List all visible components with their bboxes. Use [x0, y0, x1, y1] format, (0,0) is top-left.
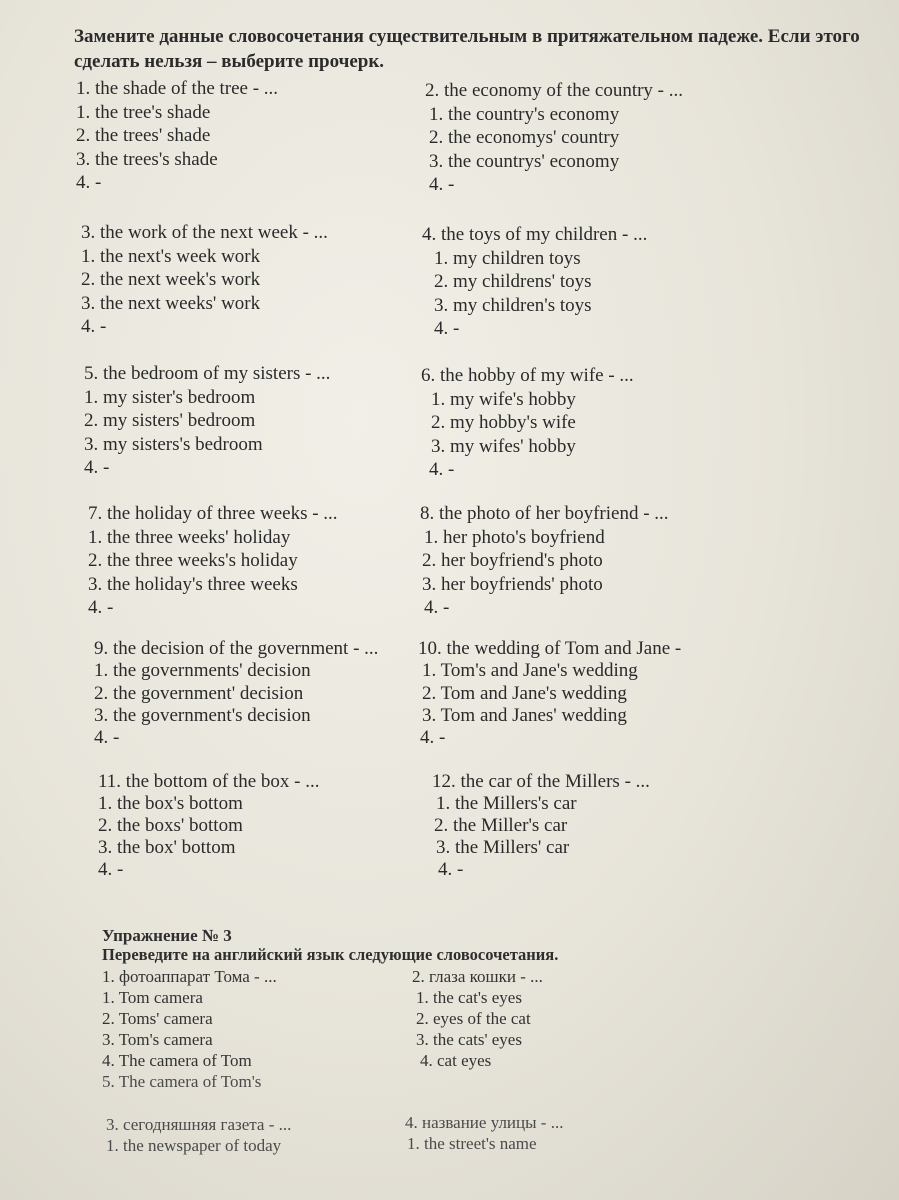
- ex3-question-2: [412, 966, 543, 1071]
- question-8: [420, 502, 669, 620]
- question-prompt: 1. фотоаппарат Тома - ...: [102, 967, 277, 986]
- answer-option: 4. -: [438, 859, 464, 880]
- answer-option: 2. the trees' shade: [76, 125, 211, 146]
- question-prompt: 12. the car of the Millers - ...: [432, 771, 650, 792]
- answer-option: 4. -: [420, 727, 446, 749]
- answer-option: 4. -: [429, 459, 455, 480]
- question-prompt: 3. the work of the next week - ...: [81, 222, 328, 243]
- answer-option: 4. cat eyes: [420, 1051, 492, 1070]
- answer-option: 1. the cat's eyes: [416, 988, 522, 1007]
- question-prompt: 4. the toys of my children - ...: [422, 224, 648, 245]
- answer-option: 1. the box's bottom: [98, 793, 243, 814]
- answer-option: 3. the countrys' economy: [429, 150, 620, 172]
- question-11: [98, 771, 319, 881]
- answer-option: 4. -: [88, 597, 114, 618]
- ex3-question-4: [405, 1112, 563, 1154]
- answer-option: 2. my hobby's wife: [431, 412, 576, 433]
- question-prompt: 8. the photo of her boyfriend - ...: [420, 503, 669, 524]
- question-prompt: 6. the hobby of my wife - ...: [421, 365, 634, 386]
- answer-option: 1. my wife's hobby: [431, 388, 576, 410]
- answer-option: 1. the street's name: [407, 1134, 537, 1153]
- answer-option: 3. the holiday's three weeks: [88, 573, 298, 595]
- question-9: [94, 638, 378, 749]
- answer-option: 1. Tom's and Jane's wedding: [422, 660, 638, 682]
- answer-option: 3. the box' bottom: [98, 837, 236, 858]
- question-4: [422, 223, 647, 341]
- answer-option: 3. the trees's shade: [76, 148, 218, 170]
- answer-option: 3. my wifes' hobby: [431, 435, 576, 457]
- answer-option: 1. my children toys: [434, 247, 581, 269]
- answer-option: 2. eyes of the cat: [416, 1009, 531, 1028]
- question-7: [88, 502, 338, 620]
- question-prompt: 2. глаза кошки - ...: [412, 967, 543, 986]
- question-1: [76, 77, 278, 195]
- answer-option: 2. the three weeks's holiday: [88, 550, 298, 571]
- answer-option: 3. Tom's camera: [102, 1030, 213, 1049]
- question-prompt: 1. the shade of the tree - ...: [76, 78, 279, 99]
- answer-option: 1. the Millers's car: [436, 793, 577, 814]
- answer-option: 3. my children's toys: [434, 294, 592, 316]
- answer-option: 3. the Millers' car: [436, 837, 570, 858]
- question-prompt: 3. сегодняшняя газета - ...: [106, 1115, 292, 1134]
- answer-option: 4. -: [81, 316, 107, 337]
- answer-option: 4. -: [429, 174, 455, 195]
- answer-option: 2. the economys' country: [429, 127, 620, 148]
- question-prompt: 2. the economy of the country - ...: [425, 80, 684, 101]
- answer-option: 2. the boxs' bottom: [98, 815, 243, 836]
- answer-option: 3. the government's decision: [94, 704, 311, 726]
- answer-option: 1. my sister's bedroom: [84, 386, 256, 408]
- answer-option: 1. her photo's boyfriend: [424, 526, 605, 548]
- exercise3-instruction: Переведите на английский язык следующие словосочетания.: [102, 945, 559, 964]
- answer-option: 3. the cats' eyes: [416, 1030, 522, 1049]
- question-prompt: 5. the bedroom of my sisters - ...: [84, 363, 331, 384]
- answer-option: 2. her boyfriend's photo: [422, 550, 603, 571]
- answer-option: 1. the next's week work: [81, 245, 261, 267]
- answer-option: 4. -: [84, 457, 110, 478]
- question-prompt: 10. the wedding of Tom and Jane -: [418, 638, 682, 659]
- answer-option: 3. Tom and Janes' wedding: [422, 704, 627, 726]
- question-6: [421, 364, 634, 482]
- answer-option: 4. -: [76, 172, 102, 193]
- question-2: [425, 79, 683, 197]
- question-3: [81, 221, 328, 339]
- question-prompt: 7. the holiday of three weeks - ...: [88, 503, 338, 524]
- answer-option: 1. the three weeks' holiday: [88, 526, 291, 548]
- answer-option: 3. the next weeks' work: [81, 292, 261, 314]
- answer-option: 5. The camera of Tom's: [102, 1072, 262, 1091]
- answer-option: 2. Toms' camera: [102, 1009, 213, 1028]
- answer-option: 3. my sisters's bedroom: [84, 433, 263, 455]
- answer-option: 1. Tom camera: [102, 988, 203, 1007]
- answer-option: 2. the government' decision: [94, 682, 304, 704]
- answer-option: 4. -: [94, 727, 120, 749]
- question-12: [432, 771, 650, 881]
- answer-option: 2. the Miller's car: [434, 815, 568, 836]
- ex3-question-1: [102, 966, 277, 1092]
- answer-option: 1. the newspaper of today: [106, 1136, 282, 1155]
- answer-option: 1. the tree's shade: [76, 101, 211, 123]
- question-10: [418, 638, 681, 749]
- exercise3-title: Упражнение № 3: [102, 926, 232, 945]
- answer-option: 2. the next week's work: [81, 269, 261, 290]
- question-prompt: 11. the bottom of the box - ...: [98, 771, 320, 792]
- answer-option: 3. her boyfriends' photo: [422, 573, 603, 595]
- answer-option: 4. The camera of Tom: [102, 1051, 252, 1070]
- answer-option: 1. the governments' decision: [94, 660, 311, 682]
- answer-option: 2. Tom and Jane's wedding: [422, 682, 627, 704]
- answer-option: 1. the country's economy: [429, 103, 620, 125]
- question-prompt: 9. the decision of the government - ...: [94, 638, 379, 659]
- answer-option: 4. -: [424, 597, 450, 618]
- answer-option: 4. -: [434, 318, 460, 339]
- answer-option: 4. -: [98, 859, 124, 880]
- ex3-question-3: [106, 1114, 291, 1156]
- question-5: [84, 362, 330, 480]
- question-prompt: 4. название улицы - ...: [405, 1113, 564, 1132]
- answer-option: 2. my sisters' bedroom: [84, 410, 256, 431]
- answer-option: 2. my childrens' toys: [434, 271, 592, 292]
- exercise-instruction: Замените данные словосочетания существительным в притяжательном падеже. Если этого сделать нельзя – выберите прочерк.: [74, 26, 860, 72]
